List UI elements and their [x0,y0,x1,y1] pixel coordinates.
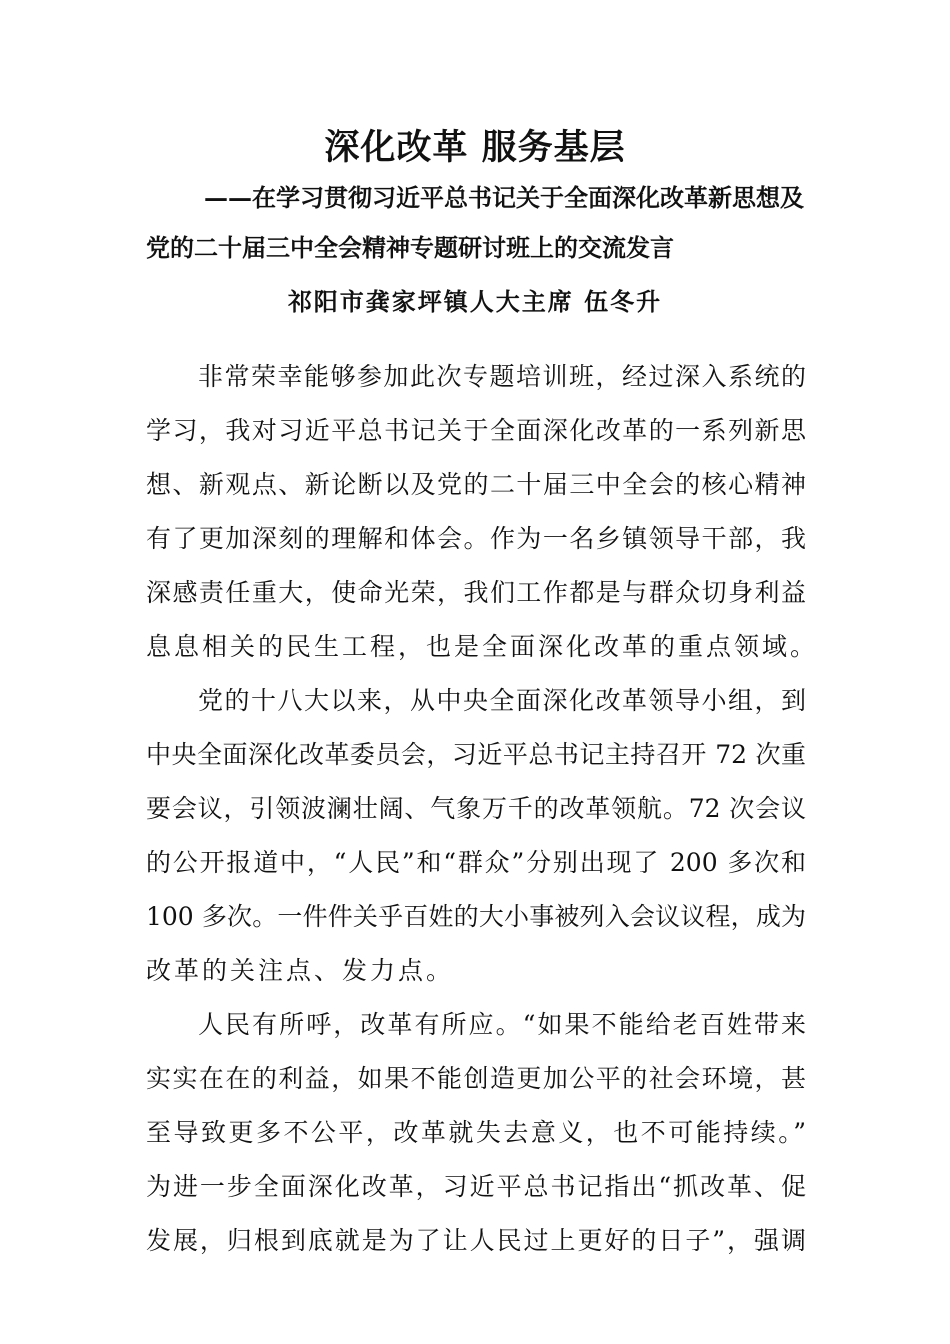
paragraph-1-line-5: 深感责任重大，使命光荣，我们工作都是与群众切身利益 [146,578,806,607]
paragraph-2-line-3: 要会议，引领波澜壮阔、气象万千的改革领航。72 次会议 [146,794,806,823]
paragraph-1-line-1: 非常荣幸能够参加此次专题培训班，经过深入系统的 [198,362,806,391]
paragraph-2-line-6: 改革的关注点、发力点。 [146,956,455,985]
document-subtitle-line-1: ——在学习贯彻习近平总书记关于全面深化改革新思想及 [204,183,804,212]
paragraph-2-line-4: 的公开报道中，“人民”和“群众”分别出现了 200 多次和 [146,848,806,877]
paragraph-1-line-4: 有了更加深刻的理解和体会。作为一名乡镇领导干部，我 [146,524,806,553]
paragraph-1-line-6: 息息相关的民生工程，也是全面深化改革的重点领域。 [146,632,819,661]
document-subtitle-line-2: 党的二十届三中全会精神专题研讨班上的交流发言 [146,233,674,262]
body-text [146,355,819,1273]
paragraph-2-line-2: 中央全面深化改革委员会，习近平总书记主持召开 72 次重 [146,740,806,769]
paragraph-1-line-2: 学习，我对习近平总书记关于全面深化改革的一系列新思 [146,416,806,445]
paragraph-2-line-5: 100 多次。一件件关乎百姓的大小事被列入会议议程，成为 [146,902,806,931]
paragraph-3-line-3: 至导致更多不公平，改革就失去意义，也不可能持续。” [146,1118,806,1147]
paragraph-3-line-4: 为进一步全面深化改革，习近平总书记指出“抓改革、促 [146,1172,806,1201]
document-title: 深化改革 服务基层 [324,127,626,168]
paragraph-2-line-1: 党的十八大以来，从中央全面深化改革领导小组，到 [198,686,806,715]
paragraph-3-line-2: 实实在在的利益，如果不能创造更加公平的社会环境，甚 [146,1064,806,1093]
paragraph-3-line-1: 人民有所呼，改革有所应。“如果不能给老百姓带来 [198,1010,806,1039]
paragraph-1-line-3: 想、新观点、新论断以及党的二十届三中全会的核心精神 [146,470,806,499]
author-line: 祁阳市龚家坪镇人大主席 伍冬升 [287,287,663,316]
paragraph-3-line-5: 发展，归根到底就是为了让人民过上更好的日子”，强调 [146,1226,806,1255]
